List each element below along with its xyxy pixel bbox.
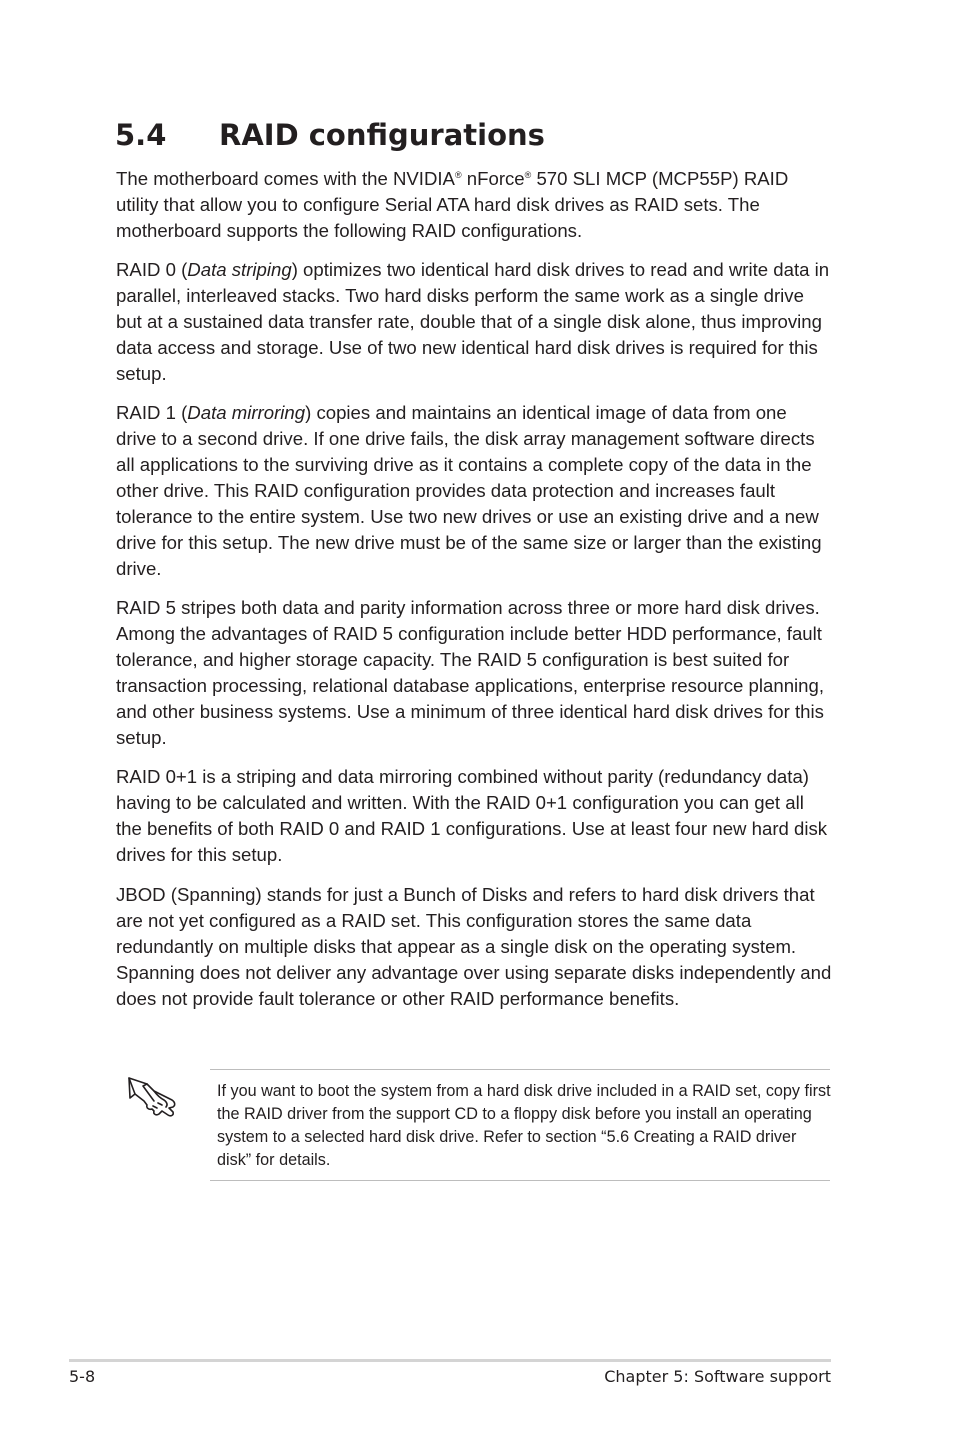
raid0-lead: RAID 0 (	[116, 259, 188, 280]
intro-paragraph	[116, 166, 832, 244]
chapter-title: Chapter 5: Software support	[604, 1367, 831, 1386]
footer-divider	[69, 1359, 831, 1362]
note-text: If you want to boot the system from a hard disk drive included in a RAID set, copy first the RAID driver from the support CD to a floppy disk before you install an operating system to a selected hard disk drive. Refer to section “5.6 Creating a RAID driver disk” for details.	[217, 1082, 831, 1169]
raid01-paragraph: RAID 0+1 is a striping and data mirroring combined without parity (redundancy data) having to be calculated and written. With the RAID 0+1 configuration you can get all the benefits of both RAID 0 and RAID 1 configurations. Use at least four new hard disk drives for this setup.	[116, 766, 828, 865]
raid1-lead: RAID 1 (	[116, 402, 188, 423]
jbod-paragraph: JBOD (Spanning) stands for just a Bunch of Disks and refers to hard disk drivers that are not yet configured as a RAID set. This configuration stores the same data redundantly on multiple disks that appear as a single disk on the operating system. Spanning does not deliver any advantage over using separate disks independently and does not provide fault tolerance or other RAID performance benefits.	[116, 884, 832, 1009]
raid1-paragraph	[116, 400, 832, 582]
raid0-paragraph	[116, 257, 832, 387]
intro-text-2: nForce	[461, 168, 525, 189]
note-box	[210, 1069, 830, 1181]
raid0-body: ) optimizes two identical hard disk drives to read and write data in parallel, interleaved stacks. Two hard disks perform the same work as a single drive but at a sustained data transfer rate, double that of a single disk alone, thus improving data access and storage. Use of two new identical hard disk drives is required for this setup.	[116, 259, 830, 384]
intro-text-1: The motherboard comes with the NVIDIA	[116, 168, 455, 189]
hand-pencil-icon	[126, 1074, 178, 1120]
raid1-body: ) copies and maintains an identical image of data from one drive to a second drive. If one drive fails, the disk array management software directs all applications to the surviving drive as it contains a complete copy of the data in the other drive. This RAID configuration provides data protection and increases fault tolerance to the entire system. Use two new drives or use an existing drive and a new drive for this setup. The new drive must be of the same size or larger than the existing drive.	[116, 402, 822, 579]
section-number: 5.4	[115, 118, 167, 152]
section-heading	[115, 112, 545, 158]
raid0-term: Data striping	[187, 259, 292, 280]
page-number: 5-8	[69, 1367, 96, 1386]
section-title: RAID configurations	[219, 118, 545, 152]
registered-mark: ®	[524, 170, 532, 180]
intro-text-3: 570 SLI MCP (MCP55P) RAID utility that allow you to configure Serial ATA hard disk drives as RAID sets. The motherboard supports the following RAID configurations.	[116, 168, 789, 241]
registered-mark: ®	[454, 170, 462, 180]
raid5-paragraph: RAID 5 stripes both data and parity information across three or more hard disk drives. Among the advantages of RAID 5 configuration include better HDD performance, fault tolerance, and higher storage capacity. The RAID 5 configuration is best suited for transaction processing, relational database applications, enterprise resource planning, and other business systems. Use a minimum of three identical hard disk drives for this setup.	[116, 597, 825, 748]
raid1-term: Data mirroring	[187, 402, 306, 423]
body-text	[116, 166, 832, 1025]
